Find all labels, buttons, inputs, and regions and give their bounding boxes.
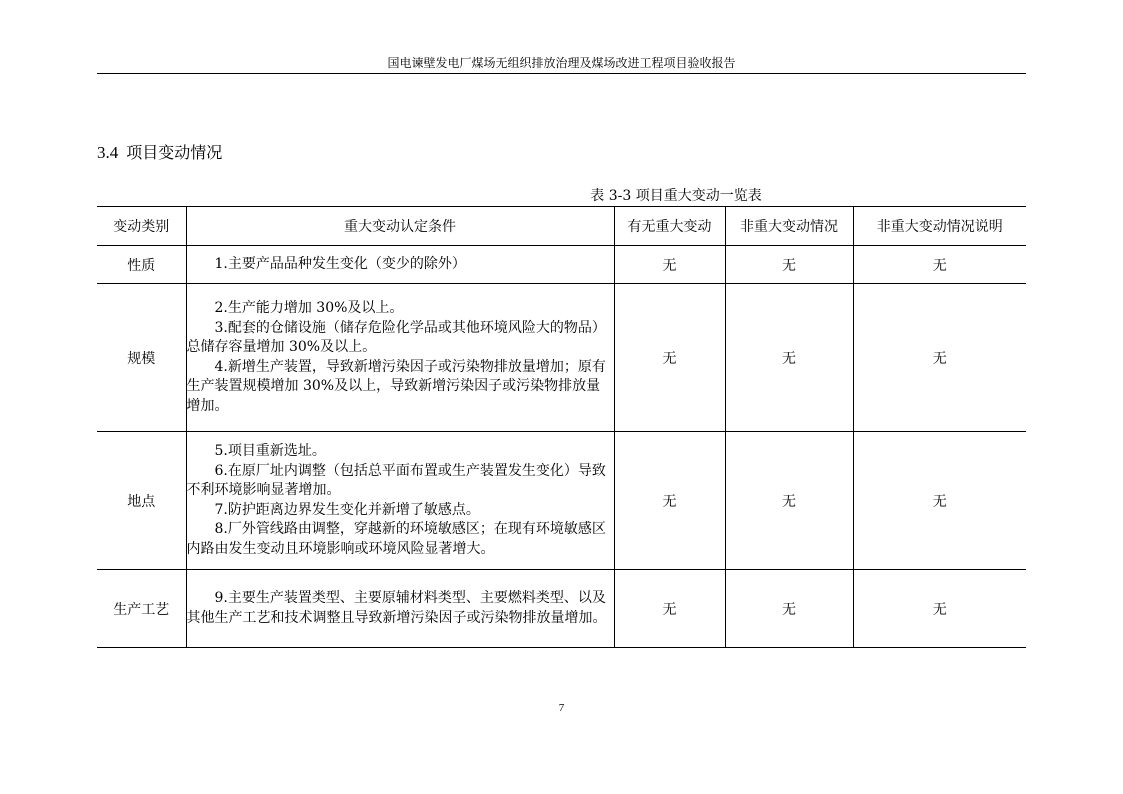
row-category: 地点 xyxy=(97,432,186,570)
row-category: 规模 xyxy=(97,284,186,432)
table-row xyxy=(97,432,1026,570)
header-minor-change: 非重大变动情况 xyxy=(725,207,853,246)
condition-item: 1.主要产品品种发生变化（变少的除外） xyxy=(214,255,466,272)
condition-item: 4.新增生产装置，导致新增污染因子或污染物排放量增加；原有生产装置规模增加 30%及以上，导致新增污染因子或污染物排放量增加。 xyxy=(186,358,606,414)
condition-item: 8.厂外管线路由调整，穿越新的环境敏感区；在现有环境敏感区内路由发生变动且环境影响或环境风险显著增大。 xyxy=(186,521,606,557)
row-major-change: 无 xyxy=(614,432,725,570)
row-conditions xyxy=(186,246,614,284)
running-header-title: 国电谏壁发电厂煤场无组织排放治理及煤场改进工程项目验收报告 xyxy=(387,56,736,70)
table-row xyxy=(97,570,1026,648)
condition-item: 3.配套的仓储设施（储存危险化学品或其他环境风险大的物品）总储存容量增加 30%及以上。 xyxy=(186,319,606,355)
header-category: 变动类别 xyxy=(97,207,186,246)
header-conditions: 重大变动认定条件 xyxy=(186,207,614,246)
section-title: 项目变动情况 xyxy=(126,143,223,162)
row-minor-desc: 无 xyxy=(853,432,1026,570)
row-major-change: 无 xyxy=(614,570,725,648)
condition-item: 5.项目重新选址。 xyxy=(214,443,326,459)
header-minor-desc: 非重大变动情况说明 xyxy=(853,207,1026,246)
row-minor-desc: 无 xyxy=(853,570,1026,648)
row-category: 性质 xyxy=(97,246,186,284)
table-caption: 表 3-3 项目重大变动一览表 xyxy=(590,188,762,204)
table-row xyxy=(97,284,1026,432)
table-row xyxy=(97,246,1026,284)
row-minor-desc: 无 xyxy=(853,246,1026,284)
major-change-table xyxy=(97,206,1026,648)
row-conditions xyxy=(186,570,614,648)
row-minor-change: 无 xyxy=(725,432,853,570)
table-header-row xyxy=(97,207,1026,246)
row-conditions xyxy=(186,284,614,432)
section-heading xyxy=(97,143,222,163)
row-minor-change: 无 xyxy=(725,246,853,284)
condition-item: 7.防护距离边界发生变化并新增了敏感点。 xyxy=(214,501,480,518)
header-divider xyxy=(97,73,1026,74)
row-major-change: 无 xyxy=(614,284,725,432)
page-number: 7 xyxy=(558,702,565,714)
row-category: 生产工艺 xyxy=(97,570,186,648)
row-minor-change: 无 xyxy=(725,284,853,432)
header-major-change: 有无重大变动 xyxy=(614,207,725,246)
condition-item: 2.生产能力增加 30%及以上。 xyxy=(214,300,404,316)
row-minor-desc: 无 xyxy=(853,284,1026,432)
row-minor-change: 无 xyxy=(725,570,853,648)
condition-item: 6.在原厂址内调整（包括总平面布置或生产装置发生变化）导致不利环境影响显著增加。 xyxy=(186,462,606,498)
row-major-change: 无 xyxy=(614,246,725,284)
section-number: 3.4 xyxy=(97,143,119,162)
row-conditions xyxy=(186,432,614,570)
condition-item: 9.主要生产装置类型、主要原辅材料类型、主要燃料类型、以及其他生产工艺和技术调整且导致新增污染因子或污染物排放量增加。 xyxy=(186,590,607,626)
